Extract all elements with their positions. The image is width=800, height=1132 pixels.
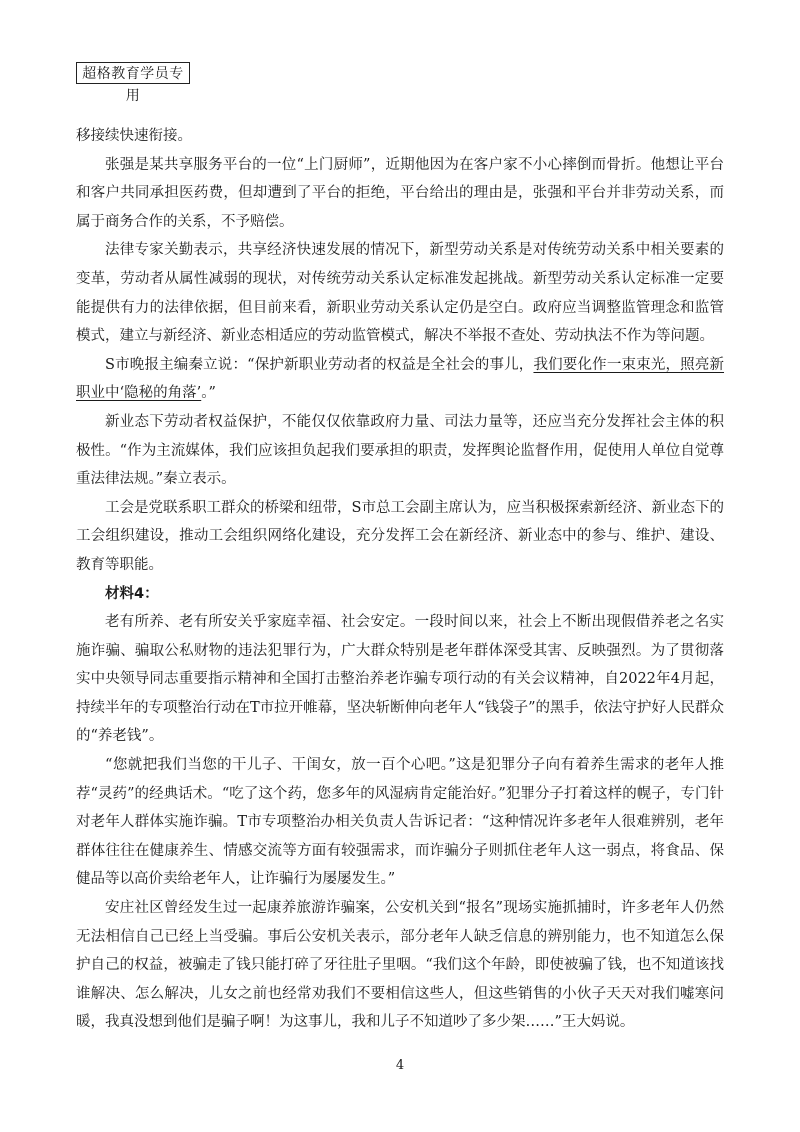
student-stamp: 超格教育学员专用 bbox=[76, 62, 190, 84]
page-number: 4 bbox=[395, 1058, 405, 1073]
paragraph-fraud-tactics: “您就把我们当您的干儿子、干闺女，放一百个心吧。”这是犯罪分子向有着养生需求的老年人推荐“灵药”的经典话术。“吃了这个药，您多年的风湿病肯定能治好。”犯罪分子打着这样的幌子，专门针对老年人群体实施诈骗。T市专项整治办相关负责人告诉记者：“这种情况许多老年人很难辨别，老年群体往往在健康养生、情感交流等方面有较强需求，而诈骗分子则抓住老年人这一弱点，将食品、保健品等以高价卖给老年人，让诈骗行为屡屡发生。” bbox=[76, 757, 724, 888]
paragraph-elderly-fraud-intro: 老有所养、老有所安关乎家庭幸福、社会安定。一段时间以来，社会上不断出现假借养老之名实施诈骗、骗取公私财物的违法犯罪行为，广大群众特别是老年群体深受其害、反映强烈。为了贯彻落实中央领导同志重要指示精神和全国打击整治养老诈骗专项行动的有关会议精神，自2022年4月起，持续半年的专项整治行动在T市拉开帷幕，坚决斩断伸向老年人“钱袋子”的黑手，依法守护好人民群众的“养老钱”。 bbox=[76, 614, 724, 745]
paragraph-continuation: 移接续快速衔接。 bbox=[76, 128, 192, 144]
paragraph-zhang-qiang: 张强是某共享服务平台的一位“上门厨师”，近期他因为在客户家不小心摔倒而骨折。他想让平台和客户共同承担医药费，但却遭到了平台的拒绝，平台给出的理由是，张强和平台并非劳动关系，而属于商务合作的关系，不予赔偿。 bbox=[76, 156, 724, 230]
document-body bbox=[76, 122, 724, 1037]
paragraph-media-role: 新业态下劳动者权益保护，不能仅仅依靠政府力量、司法力量等，还应当充分发挥社会主体的积极性。“作为主流媒体，我们应该担负起我们要承担的职责，发挥舆论监督作用，促使用人单位自觉尊重法律法规。”秦立表示。 bbox=[76, 413, 724, 488]
material-4-heading: 材料4： bbox=[105, 585, 159, 602]
paragraph-editor-quote bbox=[76, 351, 724, 408]
editor-quote-underlined: 我们要化作一束束光，照亮新职业中‘隐秘的角落’ bbox=[76, 356, 725, 402]
editor-quote-lead: S市晚报主编秦立说：“保护新职业劳动者的权益是全社会的事儿， bbox=[105, 356, 534, 373]
paragraph-trade-union: 工会是党联系职工群众的桥梁和纽带，S市总工会副主席认为，应当积极探索新经济、新业态下的工会组织建设，推动工会组织网络化建设，充分发挥工会在新经济、新业态中的参与、维护、建设、教育等职能。 bbox=[76, 499, 724, 573]
editor-quote-close: 。” bbox=[201, 385, 216, 402]
paragraph-anzhuang-case: 安庄社区曾经发生过一起康养旅游诈骗案，公安机关到“报名”现场实施抓捕时，许多老年人仍然无法相信自己已经上当受骗。事后公安机关表示，部分老年人缺乏信息的辨别能力，也不知道怎么保护自己的权益，被骗走了钱只能打碎了牙往肚子里咽。“我们这个年龄，即使被骗了钱，也不知道该找谁解决、怎么解决，儿女之前也经常劝我们不要相信这些人，但这些销售的小伙子天天对我们嘘寒问暖，我真没想到他们是骗子啊！为这事儿，我和儿子不知道吵了多少架……”王大妈说。 bbox=[76, 900, 724, 1031]
paragraph-legal-expert: 法律专家关勤表示，共享经济快速发展的情况下，新型劳动关系是对传统劳动关系中相关要素的变革，劳动者从属性减弱的现状，对传统劳动关系认定标准发起挑战。新型劳动关系认定标准一定要能提供有力的法律依据，但目前来看，新职业劳动关系认定仍是空白。政府应当调整监管理念和监管模式，建立与新经济、新业态相适应的劳动监管模式，解决不举报不查处、劳动执法不作为等问题。 bbox=[76, 242, 724, 345]
